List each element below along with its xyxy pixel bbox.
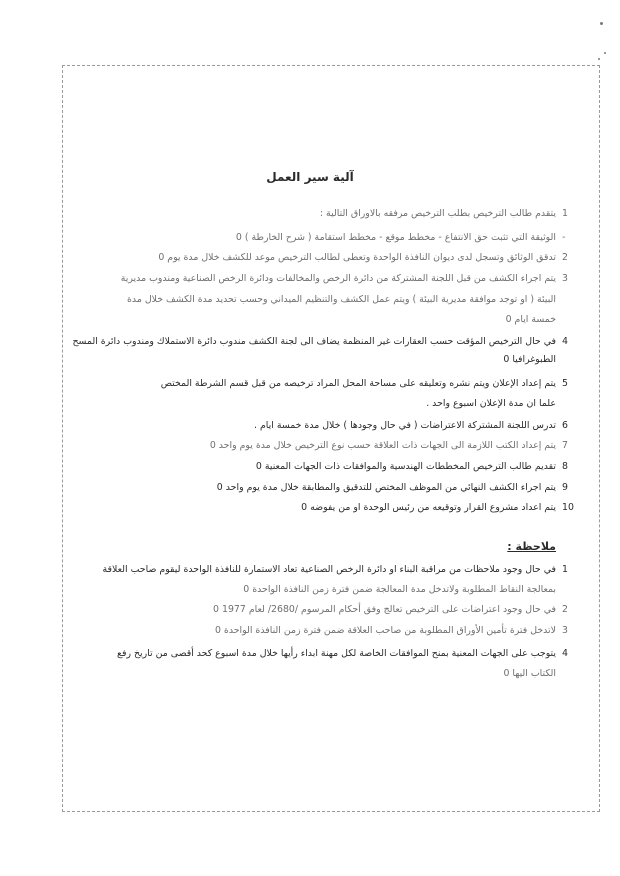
- step-2: [58, 250, 578, 266]
- step-number: -: [562, 232, 566, 243]
- step-1-docs: [58, 230, 578, 246]
- step-10: [58, 500, 578, 516]
- step-3-cont: [58, 292, 578, 308]
- step-text: الوثيقة التي تثبت حق الانتفاع - مخطط موقع - مخطط استقامة ( شرح الخارطة ) 0: [235, 232, 556, 243]
- note-number: 3: [562, 625, 568, 636]
- note-number: 2: [562, 604, 568, 615]
- step-text: الطبوغرافيا 0: [503, 354, 556, 365]
- step-number: 9: [562, 482, 568, 493]
- scan-speck: [598, 58, 600, 60]
- step-1: [58, 206, 578, 222]
- step-text: يتم اجراء الكشف النهائي من الموظف المختص للتدقيق والمطابقة خلال مدة يوم واحد 0: [216, 482, 556, 493]
- note-text: الكتاب اليها 0: [503, 668, 556, 679]
- step-text: تدقق الوثائق وتسجل لدى ديوان النافذة الواحدة وتعطى لطالب الترخيص موعد للكشف خلال مدة يوم 0: [158, 252, 556, 263]
- step-text: يتم اعداد مشروع القرار وتوقيعه من رئيس الوحدة او من يفوضه 0: [301, 502, 556, 513]
- step-number: 10: [562, 502, 574, 513]
- step-9: [58, 480, 578, 496]
- step-number: 5: [562, 378, 568, 389]
- step-number: 4: [562, 336, 568, 347]
- step-4-cont: [58, 352, 578, 368]
- note-2: [58, 602, 578, 618]
- note-text: لاتدخل فترة تأمين الأوراق المطلوبة من صاحب العلاقة ضمن فترة زمن النافذة الواحدة 0: [214, 625, 556, 636]
- document-title: آلية سير العمل: [266, 170, 354, 184]
- step-5: [58, 376, 578, 392]
- note-3: [58, 623, 578, 639]
- step-number: 3: [562, 273, 568, 284]
- note-1-cont: [58, 582, 578, 598]
- note-text: في حال وجود اعتراضات على الترخيص تعالج وفق أحكام المرسوم /2680/ لعام 1977 0: [213, 604, 556, 615]
- note-text: في حال وجود ملاحظات من مراقبة البناء او دائرة الرخص الصناعية تعاد الاستمارة للنافذة الواحدة ليقوم صاحب العلاقة: [102, 564, 556, 575]
- scan-speck: [600, 22, 603, 25]
- step-number: 6: [562, 420, 568, 431]
- step-text: البيئة ( او توجد موافقة مديرية البيئة ) ويتم عمل الكشف والتنظيم الميداني وحسب تحديد مدة الكشف خلال مدة: [127, 294, 556, 305]
- step-7: [58, 438, 578, 454]
- step-number: 7: [562, 440, 568, 451]
- step-text: يتم اجراء الكشف من قبل اللجنة المشتركة من دائرة الرخص والمخالفات ودائرة الرخص الصناعية ومندوب مديرية: [120, 273, 556, 284]
- step-text: يتم إعداد الكتب اللازمة الى الجهات ذات العلاقة حسب نوع الترخيص خلال مدة يوم واحد 0: [209, 440, 556, 451]
- note-4-cont: [58, 666, 578, 682]
- note-number: 4: [562, 648, 568, 659]
- note-text: بمعالجة النقاط المطلوبة ولاتدخل مدة المعالجة ضمن فترة زمن النافذة الواحدة 0: [243, 584, 556, 595]
- note-4: [58, 646, 578, 662]
- step-text: خمسة ايام 0: [505, 314, 556, 325]
- step-text: يتم إعداد الإعلان ويتم نشره وتعليقه على مساحة المحل المراد ترخيصه من قبل قسم الشرطة المختص: [160, 378, 556, 389]
- step-number: 2: [562, 252, 568, 263]
- step-text: علما ان مدة الإعلان اسبوع واحد .: [426, 398, 556, 409]
- step-text: يتقدم طالب الترخيص بطلب الترخيص مرفقه بالاوراق التالية :: [319, 208, 556, 219]
- step-number: 8: [562, 461, 568, 472]
- step-text: تدرس اللجنة المشتركة الاعتراضات ( في حال وجودها ) خلال مدة خمسة ايام .: [254, 420, 556, 431]
- step-8: [58, 459, 578, 475]
- step-text: تقديم طالب الترخيص المخططات الهندسية والموافقات ذات الجهات المعنية 0: [255, 461, 556, 472]
- scan-speck: [604, 52, 606, 54]
- step-3-cont-2: [58, 312, 578, 328]
- step-5-cont: [58, 396, 578, 412]
- step-text: في حال الترخيص المؤقت حسب العقارات غير المنظمة يضاف الى لجنة الكشف مندوب دائرة الاستملاك ومندوب دائرة المسح: [72, 336, 556, 347]
- note-1: [58, 562, 578, 578]
- note-number: 1: [562, 564, 568, 575]
- notes-heading: ملاحظة :: [507, 540, 556, 553]
- step-3: [58, 271, 578, 287]
- step-number: 1: [562, 208, 568, 219]
- note-text: يتوجب على الجهات المعنية بمنح الموافقات الخاصة لكل مهنة ابداء رأيها خلال مدة اسبوع كحد أقصى من تاريخ رفع: [117, 648, 556, 659]
- step-4: [58, 334, 578, 350]
- step-6: [58, 418, 578, 434]
